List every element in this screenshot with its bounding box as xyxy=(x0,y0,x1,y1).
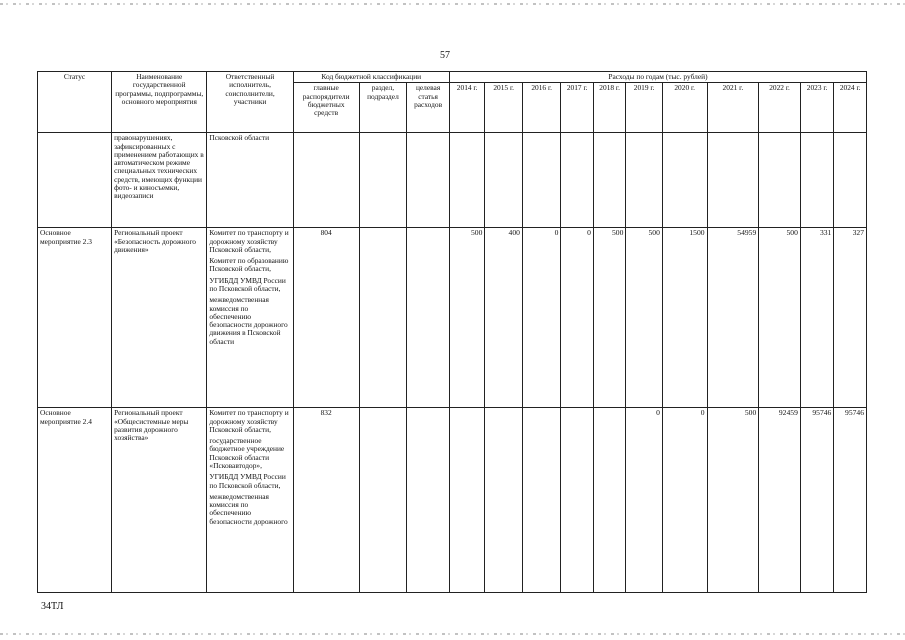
value-cell: 95746 xyxy=(800,408,833,593)
responsible-entry: Комитет по образованию Псковской области, xyxy=(209,256,289,274)
status-cell: Основное мероприятие 2.3 xyxy=(38,228,112,408)
responsible-entry: государственное бюджетное учреждение Псковской области «Псковавтодор», xyxy=(209,436,285,470)
responsible-entry: УГИБДД УМВД России по Псковской области, xyxy=(209,275,286,293)
value-cell: 500 xyxy=(707,408,759,593)
responsible-entry: Комитет по транспорту и дорожному хозяйству Псковской области, xyxy=(209,228,289,254)
scan-edge-top xyxy=(0,3,905,5)
section-cell xyxy=(359,408,407,593)
status-cell xyxy=(38,133,112,228)
program-name-cell: Региональный проект «Общесистемные меры развития дорожного хозяйства» xyxy=(112,408,207,593)
header-program-name: Наименование государственной программы, подпрограммы, основного мероприятия xyxy=(112,72,207,133)
table-row xyxy=(38,228,867,408)
responsible-entry: УГИБДД УМВД России по Псковской области, xyxy=(209,472,286,490)
value-cell: 327 xyxy=(834,228,867,408)
value-cell: 400 xyxy=(485,228,523,408)
value-cell xyxy=(449,408,485,593)
value-cell: 500 xyxy=(626,228,663,408)
table-row xyxy=(38,408,867,593)
program-name-cell: правонарушениях, зафиксированных с применением работающих в автоматическом режиме специальных технических средств, имеющих функции фото- и киносъемки, видеозаписи xyxy=(112,133,207,228)
value-cell xyxy=(485,408,523,593)
budget-code-cell: 804 xyxy=(293,228,359,408)
header-year: 2015 г. xyxy=(485,83,523,133)
header-status: Статус xyxy=(38,72,112,133)
header-year: 2016 г. xyxy=(522,83,561,133)
value-cell: 500 xyxy=(593,228,625,408)
value-cell: 0 xyxy=(561,228,593,408)
value-cell: 0 xyxy=(522,228,561,408)
page-number: 57 xyxy=(440,50,450,61)
value-cell: 0 xyxy=(662,408,707,593)
value-cell: 92459 xyxy=(759,408,801,593)
header-year: 2018 г. xyxy=(593,83,625,133)
header-budget-code-group: Код бюджетной классификации xyxy=(293,72,449,83)
budget-code-cell: 832 xyxy=(293,408,359,593)
responsible-cell xyxy=(207,408,293,593)
value-cell: 500 xyxy=(449,228,485,408)
scan-edge-bottom xyxy=(0,633,905,635)
value-cell xyxy=(561,408,593,593)
responsible-entry: межведомственная комиссия по обеспечению безопасности дорожного xyxy=(209,491,288,526)
value-cell: 0 xyxy=(626,408,663,593)
responsible-entry: Комитет по транспорту и дорожному хозяйству Псковской области, xyxy=(209,408,289,434)
header-section: раздел, подраздел xyxy=(359,83,407,133)
header-expenses-group: Расходы по годам (тыс. рублей) xyxy=(449,72,866,83)
header-year: 2023 г. xyxy=(800,83,833,133)
value-cell: 331 xyxy=(800,228,833,408)
responsible-cell xyxy=(207,228,293,408)
budget-table xyxy=(37,71,867,593)
value-cell: 95746 xyxy=(834,408,867,593)
header-main-managers: главные распорядители бюджетных средств xyxy=(293,83,359,133)
header-target-item: целевая статья расходов xyxy=(407,83,450,133)
section-cell xyxy=(359,228,407,408)
header-responsible: Ответственный исполнитель, соисполнители, участники xyxy=(207,72,293,133)
value-cell: 54959 xyxy=(707,228,759,408)
status-cell: Основное мероприятие 2.4 xyxy=(38,408,112,593)
header-year: 2022 г. xyxy=(759,83,801,133)
responsible-cell: Псковской области xyxy=(207,133,293,228)
header-year: 2024 г. xyxy=(834,83,867,133)
header-year: 2014 г. xyxy=(449,83,485,133)
table-row-continuation xyxy=(38,133,867,228)
value-cell xyxy=(593,408,625,593)
header-year: 2021 г. xyxy=(707,83,759,133)
value-cell: 1500 xyxy=(662,228,707,408)
responsible-entry: межведомственная комиссия по обеспечению безопасности дорожного движения в Псковской области xyxy=(209,295,288,346)
footer-code: 34ТЛ xyxy=(41,601,64,612)
target-item-cell xyxy=(407,228,450,408)
target-item-cell xyxy=(407,408,450,593)
header-year: 2017 г. xyxy=(561,83,593,133)
header-year: 2020 г. xyxy=(662,83,707,133)
program-name-cell: Региональный проект «Безопасность дорожного движения» xyxy=(112,228,207,408)
header-year: 2019 г. xyxy=(626,83,663,133)
value-cell xyxy=(522,408,561,593)
value-cell: 500 xyxy=(759,228,801,408)
